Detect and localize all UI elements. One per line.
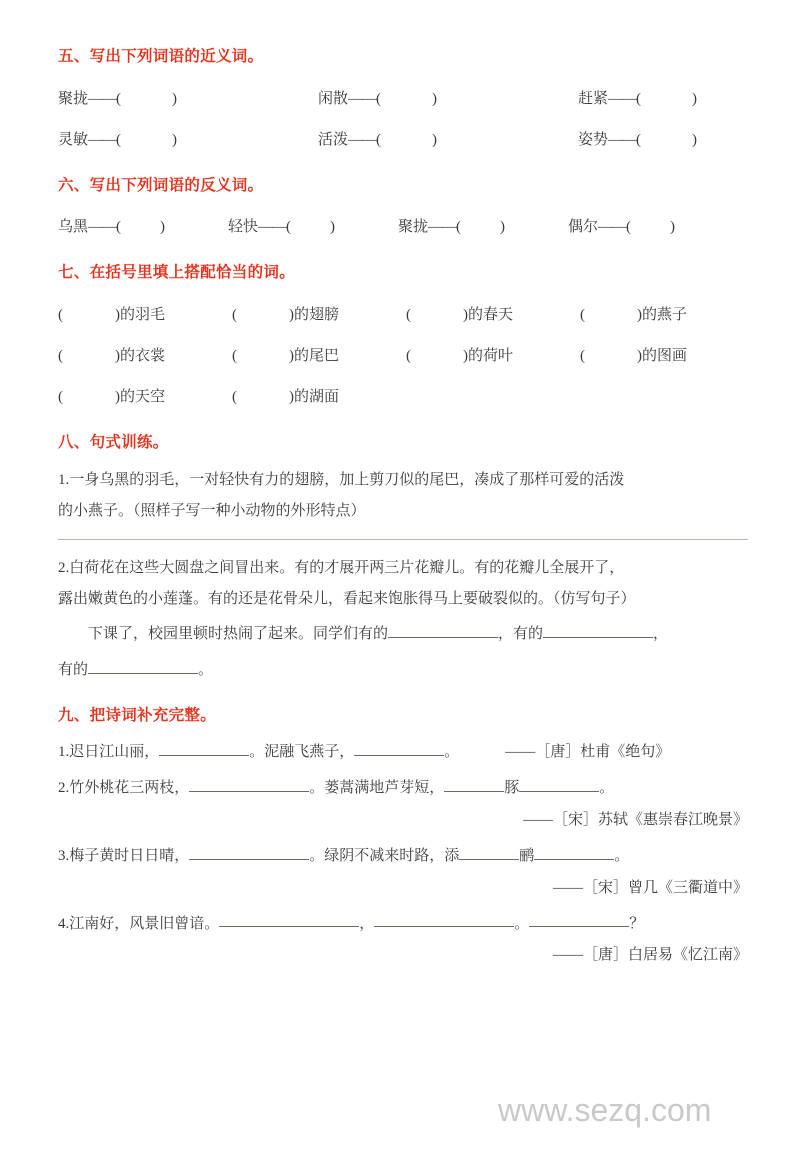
poem-line-4 <box>58 911 748 933</box>
collocation-item <box>580 303 687 324</box>
word-separator: ——( <box>348 131 381 148</box>
word-text: 聚拢 <box>398 219 429 236</box>
poem-blank[interactable] <box>529 911 629 928</box>
word-text: 聚拢 <box>58 90 89 107</box>
collocation-item <box>232 344 406 365</box>
word-text: 燕子 <box>657 306 688 323</box>
word-text: 春天 <box>483 306 514 323</box>
poem-text-b: 。泥融飞燕子， <box>249 744 355 761</box>
paren-open: ( <box>58 388 63 405</box>
paren-open: ( <box>580 347 585 364</box>
section-heading-5: 五、写出下列词语的近义词。 <box>58 48 264 65</box>
poem-line-1 <box>58 739 748 761</box>
paren-open: ( <box>580 306 585 323</box>
poem-attribution-row-4 <box>58 946 748 964</box>
section-heading-9: 九、把诗词补充完整。 <box>58 706 217 724</box>
poem-text-c: 。 <box>444 744 460 761</box>
word-text: 活泼 <box>318 131 349 148</box>
poem-number: 3. <box>58 847 70 864</box>
section-heading-8: 八、句式训练。 <box>58 433 169 451</box>
poem-text-a: 梅子黄时日日晴， <box>69 847 190 864</box>
answer-connector: ，有的 <box>498 626 544 643</box>
word-text: 翅膀 <box>309 306 340 323</box>
poem-blank[interactable] <box>534 843 614 860</box>
paren-close: ) <box>692 131 698 148</box>
sentence-q1-line2: 的小燕子。（照样子写一种小动物的外形特点） <box>58 502 366 519</box>
paren-close: ) <box>330 219 336 236</box>
synonym-item <box>58 87 318 108</box>
answer-punct: 。 <box>198 661 214 678</box>
word-text: 赶紧 <box>578 90 609 107</box>
word-text: 灵敏 <box>58 131 89 148</box>
poem-line-3 <box>58 843 748 865</box>
paren-close-de: )的 <box>463 306 483 323</box>
poem-text-b: ， <box>359 915 375 932</box>
paren-open: ( <box>58 306 63 323</box>
poem-attribution-row-3 <box>58 879 748 897</box>
paren-open: ( <box>232 388 237 405</box>
collocation-item <box>406 344 580 365</box>
paren-open: ( <box>232 306 237 323</box>
word-separator: ——( <box>88 219 121 236</box>
paren-close: ) <box>670 219 676 236</box>
section-heading-7: 七、在括号里填上搭配恰当的词。 <box>58 264 296 282</box>
word-separator: ——( <box>608 90 641 107</box>
poem-blank[interactable] <box>459 843 519 860</box>
antonym-item <box>58 215 228 236</box>
paren-open: ( <box>58 347 63 364</box>
paren-open: ( <box>406 347 411 364</box>
collocation-item <box>580 344 687 365</box>
paren-close-de: )的 <box>463 347 483 364</box>
synonym-item <box>578 87 697 108</box>
answer-punct: ， <box>653 626 669 643</box>
collocation-item <box>58 344 232 365</box>
antonym-item <box>568 215 675 236</box>
collocation-item <box>232 385 339 406</box>
poem-attribution-3: ——［宋］曾几《三衢道中》 <box>552 879 748 896</box>
answer-blank[interactable] <box>88 657 198 674</box>
paren-close: ) <box>432 90 438 107</box>
poem-text-a: 竹外桃花三两枝， <box>69 779 190 796</box>
paren-close-de: )的 <box>289 388 309 405</box>
answer-prompt-text: 有的 <box>58 661 89 678</box>
poem-number: 2. <box>58 779 70 796</box>
antonym-item <box>228 215 398 236</box>
word-separator: ——( <box>258 219 291 236</box>
word-text: 闲散 <box>318 90 349 107</box>
poem-line-2 <box>58 775 748 797</box>
poem-blank[interactable] <box>159 739 249 756</box>
word-separator: ——( <box>88 131 121 148</box>
sentence-q1-line1: 1.一身乌黑的羽毛，一对轻快有力的翅膀，加上剪刀似的尾巴，凑成了那样可爱的活泼 <box>58 472 625 489</box>
word-text: 天空 <box>135 388 166 405</box>
synonym-item <box>578 128 697 149</box>
word-separator: ——( <box>348 90 381 107</box>
poem-attribution-4: ——［唐］白居易《忆江南》 <box>552 947 748 964</box>
word-separator: ——( <box>608 131 641 148</box>
poem-text-mid: 鹂 <box>519 847 535 864</box>
paren-close: ) <box>500 219 506 236</box>
word-text: 荷叶 <box>483 347 514 364</box>
paren-close-de: )的 <box>289 347 309 364</box>
poem-attribution-row-2 <box>58 811 748 829</box>
word-text: 轻快 <box>228 219 259 236</box>
sentence-q2-answer-line2 <box>58 657 748 679</box>
answer-blank[interactable] <box>543 621 653 638</box>
paren-close: ) <box>172 90 178 107</box>
collocation-row-3 <box>58 385 748 406</box>
antonym-row-1 <box>58 215 748 236</box>
word-text: 乌黑 <box>58 219 89 236</box>
poem-number: 4. <box>58 915 70 932</box>
poem-text-a: 迟日江山丽， <box>69 744 160 761</box>
paren-close-de: )的 <box>637 347 657 364</box>
poem-blank[interactable] <box>189 843 309 860</box>
word-separator: ——( <box>428 219 461 236</box>
paren-close: ) <box>160 219 166 236</box>
paren-close-de: )的 <box>289 306 309 323</box>
word-text: 衣裳 <box>135 347 166 364</box>
paren-close: ) <box>432 131 438 148</box>
synonym-item <box>58 128 318 149</box>
word-text: 羽毛 <box>135 306 166 323</box>
poem-blank[interactable] <box>219 911 359 928</box>
collocation-item <box>58 385 232 406</box>
poem-text-b: 。绿阴不减来时路，添 <box>309 847 460 864</box>
collocation-item <box>406 303 580 324</box>
collocation-row-1 <box>58 303 748 324</box>
poem-blank[interactable] <box>189 775 309 792</box>
site-watermark: www.sezq.com <box>498 1092 712 1128</box>
word-text: 尾巴 <box>309 347 340 364</box>
antonym-item <box>398 215 568 236</box>
poem-attribution-1: ——［唐］杜甫《绝句》 <box>505 744 671 761</box>
word-text: 湖面 <box>309 388 340 405</box>
collocation-item <box>232 303 406 324</box>
poem-text-c: 。 <box>514 915 530 932</box>
sentence-q2-line2: 露出嫩黄色的小莲蓬。有的还是花骨朵儿，看起来饱胀得马上要破裂似的。（仿写句子） <box>58 590 636 607</box>
poem-text-mid: 豚 <box>504 779 520 796</box>
poem-text-d: ？ <box>629 915 645 932</box>
paren-close-de: )的 <box>115 388 135 405</box>
collocation-row-2 <box>58 344 748 365</box>
word-separator: ——( <box>88 90 121 107</box>
paren-close: ) <box>172 131 178 148</box>
word-separator: ——( <box>598 219 631 236</box>
poem-attribution-2: ——［宋］苏轼《惠崇春江晚景》 <box>522 811 748 828</box>
poem-text-a: 江南好，风景旧曾谙。 <box>69 915 220 932</box>
synonym-item <box>318 128 578 149</box>
paren-close-de: )的 <box>637 306 657 323</box>
worksheet-content <box>58 48 748 964</box>
paren-open: ( <box>232 347 237 364</box>
synonym-row-2 <box>58 128 748 149</box>
paren-close-de: )的 <box>115 347 135 364</box>
paren-close-de: )的 <box>115 306 135 323</box>
answer-blank[interactable] <box>388 621 498 638</box>
synonym-item <box>318 87 578 108</box>
paren-close: ) <box>692 90 698 107</box>
poem-number: 1. <box>58 744 70 761</box>
sentence-q2-line1: 2.白荷花在这些大圆盘之间冒出来。有的才展开两三片花瓣儿。有的花瓣儿全展开了， <box>58 560 625 577</box>
word-text: 偶尔 <box>568 219 599 236</box>
answer-prompt-text: 下课了，校园里顿时热闹了起来。同学们有的 <box>88 626 389 643</box>
poem-blank[interactable] <box>519 775 599 792</box>
collocation-item <box>58 303 232 324</box>
poem-text-b: 。蒌蒿满地芦芽短， <box>309 779 445 796</box>
poem-blank[interactable] <box>374 911 514 928</box>
poem-text-c: 。 <box>614 847 630 864</box>
word-text: 图画 <box>657 347 688 364</box>
synonym-row-1 <box>58 87 748 108</box>
poem-blank[interactable] <box>444 775 504 792</box>
paren-open: ( <box>406 306 411 323</box>
poem-blank[interactable] <box>354 739 444 756</box>
poem-text-c: 。 <box>599 779 615 796</box>
word-text: 姿势 <box>578 131 609 148</box>
section-heading-6: 六、写出下列词语的反义词。 <box>58 176 264 194</box>
sentence-q2-answer-line1 <box>58 621 748 643</box>
